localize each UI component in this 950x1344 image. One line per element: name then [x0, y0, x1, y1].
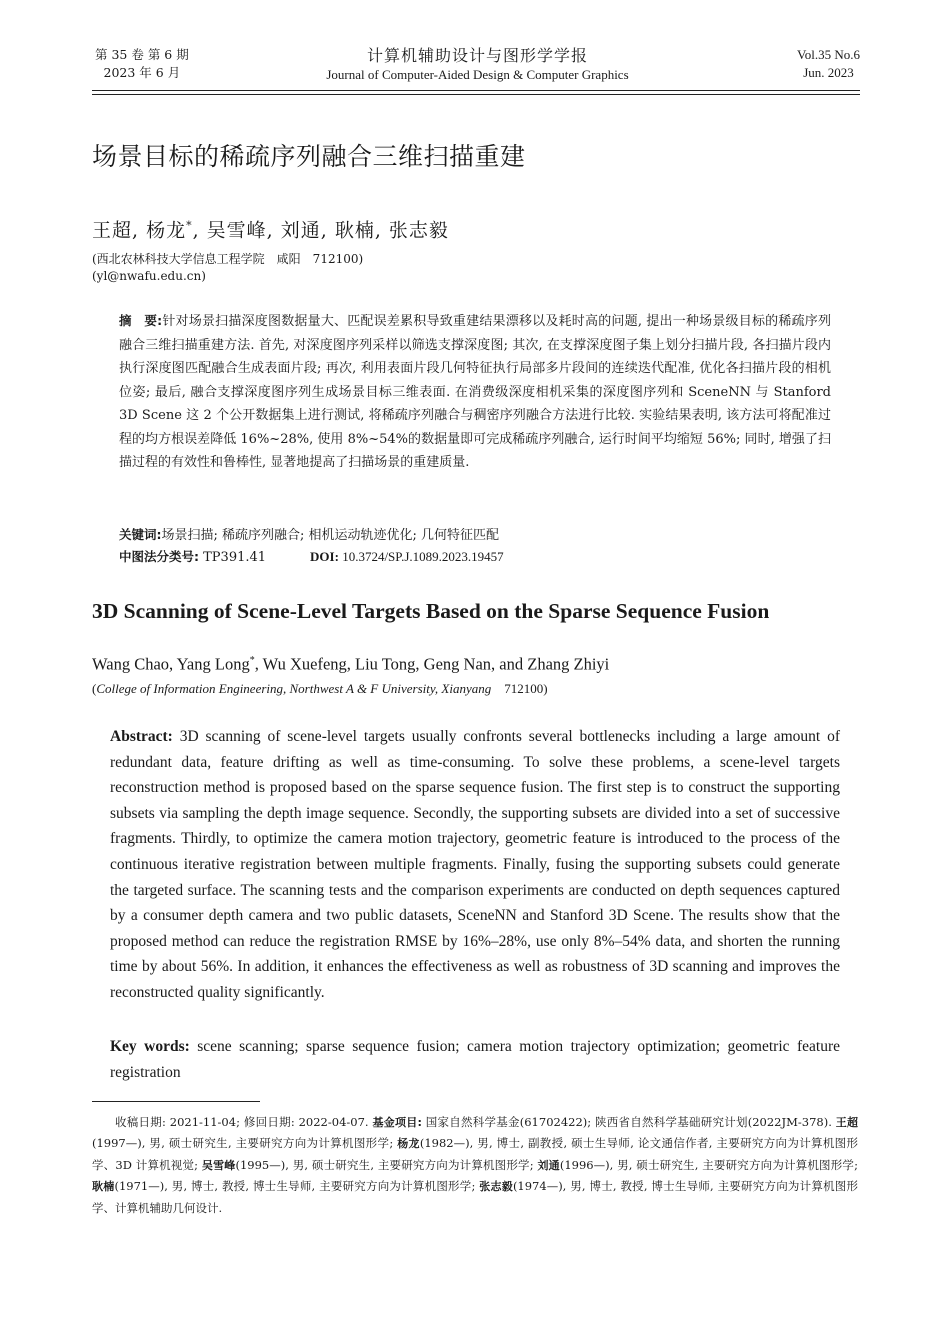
footnote	[92, 1112, 858, 1218]
classification-value: TP391.41	[203, 550, 267, 565]
footnote-author-5-bio: (1971—), 男, 博士, 教授, 博士生导师, 主要研究方向为计算机图形学;	[114, 1179, 476, 1194]
keywords-en-label: Key words:	[110, 1038, 190, 1055]
abstract-en-text: 3D scanning of scene-level targets usually confronts several bottlenecks including a large amount of redundant data, feature drifting as well as time-consuming. To solve these problems, a scene-level targets reconstruction method is proposed based on the sparse sequence fusion. The first step is to construct the supporting subsets via sampling the depth image sequence. Secondly, the supporting subsets are divided into a set of successive fragments. Thirdly, to optimize the camera motion trajectory, geometric feature is introduced to the process of the continuous iterative registration between multiple fragments. Finally, fusing the supporting subsets could generate the targeted surface. The scanning tests and the comparison experiments are conducted on depth sequences captured by a consumer depth camera and two public datasets, SceneNN and Stanford 3D Scene. The results show that the proposed method can reduce the registration RMSE by 16%–28%, use only 8%–54% data, and shorten the running time by about 56%. In addition, it enhances the effectiveness as well as robustness of 3D scanning and improves the reconstructed quality significantly.	[110, 728, 840, 1001]
authors-en	[92, 648, 609, 678]
affiliation-en-zip: 712100)	[491, 681, 548, 696]
footnote-rule	[92, 1101, 260, 1102]
doi-value: 10.3724/SP.J.1089.2023.19457	[342, 549, 504, 564]
header-rule-thick	[92, 90, 860, 91]
footnote-author-2-bio: (1982—), 男, 博士, 副教授, 硕士生导师, 论文通信作者, 主要研究方向为计算机图形学、3D 计算机视觉;	[92, 1136, 859, 1172]
footnote-received: 收稿日期: 2021-11-04; 修回日期: 2022-04-07.	[115, 1115, 369, 1129]
affiliation-en	[92, 679, 548, 699]
abstract-en	[110, 724, 840, 1006]
corresponding-mark-cn: *	[186, 219, 193, 232]
date-en: Jun. 2023	[803, 65, 854, 80]
footnote-author-4-bio: (1996—), 男, 硕士研究生, 主要研究方向为计算机图形学;	[559, 1157, 858, 1172]
affiliation-cn-line1: (西北农林科技大学信息工程学院 咸阳 712100)	[92, 252, 364, 266]
keywords-cn-label: 关键词:	[119, 527, 162, 542]
abstract-en-label: Abstract:	[110, 728, 173, 745]
footnote-author-5-name: 耿楠	[92, 1180, 115, 1194]
corresponding-mark-en: *	[249, 655, 255, 666]
footnote-author-1-bio: (1997—), 男, 硕士研究生, 主要研究方向为计算机图形学;	[92, 1136, 394, 1151]
date-cn: 2023 年 6 月	[103, 65, 181, 80]
abstract-cn-text: 针对场景扫描深度图数据量大、匹配误差累积导致重建结果漂移以及耗时高的问题, 提出一种场景级目标的稀疏序列融合三维扫描重建方法. 首先, 对深度图序列采样以筛选支撑深度图; 其次, 在支撑深度图子集上划分扫描片段, 各扫描片段内执行深度图匹配融合生成表面片段; 再次, 利用表面片段几何特征执行局部多片段间的连续迭代配准, 优化各扫描片段的相机位姿; 最后, 融合支撑深度图序列生成场景目标三维表面. 在消费级深度相机采集的深度图序列和 SceneNN 与 Stanford 3D Scene 这 2 个公开数据集上进行测试, 将稀疏序列融合与稠密序列融合方法进行比较. 实验结果表明, 该方法可将配准过程的均方根误差降低 16%~28%, 使用 8%~54%的数据量即可完成稀疏序列融合, 运行时间平均缩短 56%; 同时, 增强了扫描过程的有效性和鲁棒性, 显著地提高了扫描场景的重建质量.	[119, 314, 832, 470]
header-right	[797, 46, 860, 82]
authors-en-first: Wang Chao, Yang Long	[92, 654, 250, 674]
doi	[310, 545, 504, 568]
authors-cn-first: 王超, 杨龙	[92, 219, 187, 242]
header-rule-thin	[92, 94, 860, 95]
footnote-author-3-name: 吴雪峰	[201, 1158, 236, 1172]
volume-cn: 第 35 卷 第 6 期	[95, 47, 189, 62]
authors-cn	[92, 212, 449, 244]
volume-en: Vol.35 No.6	[797, 47, 860, 62]
keywords-cn	[119, 523, 499, 547]
paper-title-cn: 场景目标的稀疏序列融合三维扫描重建	[92, 142, 526, 171]
footnote-fund-label: 基金项目:	[372, 1116, 422, 1129]
affiliation-cn-email: (yl@nwafu.edu.cn)	[92, 269, 206, 283]
abstract-cn	[119, 309, 831, 475]
affiliation-en-open: (	[92, 681, 97, 696]
keywords-en	[110, 1034, 840, 1085]
classification-line	[119, 545, 504, 569]
authors-en-rest: , Wu Xuefeng, Liu Tong, Geng Nan, and Zhang Zhiyi	[254, 654, 610, 674]
doi-label: DOI:	[310, 549, 339, 564]
footnote-author-6-name: 张志毅	[479, 1180, 513, 1194]
affiliation-cn	[92, 251, 363, 285]
keywords-cn-text: 场景扫描; 稀疏序列融合; 相机运动轨迹优化; 几何特征匹配	[161, 528, 500, 543]
footnote-author-4-name: 刘通	[537, 1158, 560, 1172]
footnote-author-2-name: 杨龙	[397, 1137, 420, 1151]
keywords-en-text: scene scanning; sparse sequence fusion; camera motion trajectory optimization; geometric feature registration	[110, 1038, 840, 1081]
paper-title-en: 3D Scanning of Scene-Level Targets Based on the Sparse Sequence Fusion	[92, 599, 770, 623]
classification-label: 中图法分类号:	[119, 549, 199, 564]
footnote-fund-text: 国家自然科学基金(61702422); 陕西省自然科学基础研究计划(2022JM-378).	[425, 1115, 832, 1129]
running-header	[95, 46, 860, 86]
header-center	[95, 46, 860, 84]
affiliation-en-text: College of Information Engineering, Northwest A & F University, Xianyang	[96, 681, 492, 696]
authors-cn-rest: , 吴雪峰, 刘通, 耿楠, 张志毅	[192, 219, 449, 242]
journal-title-en: Journal of Computer-Aided Design & Computer Graphics	[326, 67, 629, 82]
abstract-cn-label: 摘 要:	[119, 313, 163, 328]
footnote-author-3-bio: (1995—), 男, 硕士研究生, 主要研究方向为计算机图形学;	[235, 1157, 534, 1172]
footnote-author-1-name: 王超	[835, 1116, 859, 1129]
journal-title-cn: 计算机辅助设计与图形学学报	[366, 46, 588, 65]
footnote-author-6-bio: (1974—), 男, 博士, 教授, 博士生导师, 主要研究方向为计算机图形学、计算机辅助几何设计.	[92, 1179, 859, 1215]
